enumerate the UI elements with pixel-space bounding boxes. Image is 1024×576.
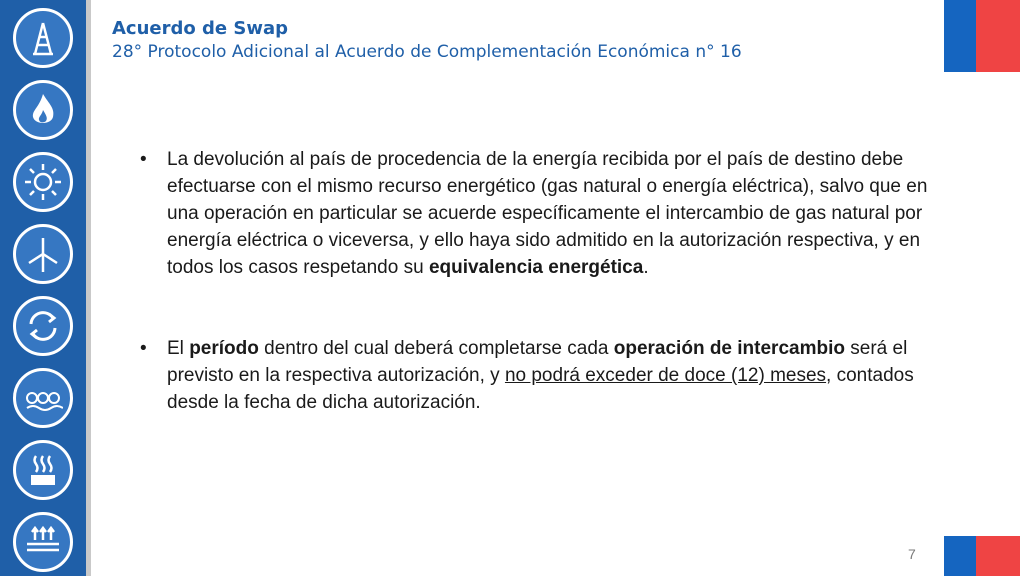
flag-top <box>944 0 976 72</box>
page-number: 7 <box>908 546 916 562</box>
slide-header <box>112 18 924 64</box>
flame-icon <box>13 80 73 140</box>
recycle-icon <box>13 296 73 356</box>
oil-rig-icon <box>13 8 73 68</box>
bullet-marker: • <box>140 149 147 170</box>
wind-turbine-icon <box>13 224 73 284</box>
slide-title: Acuerdo de Swap <box>112 18 289 39</box>
power-line-icon <box>13 512 73 572</box>
slide-body <box>140 146 930 470</box>
bullet-item <box>140 146 930 281</box>
bullet-text: . <box>643 257 649 278</box>
bullet-text: dentro del cual deberá completarse cada <box>258 338 614 359</box>
sun-icon <box>13 152 73 212</box>
bullet-item <box>140 335 930 416</box>
bullet-bold: equivalencia energética <box>428 257 644 278</box>
bullet-underline: no podrá exceder de doce (12) meses <box>504 365 827 386</box>
bullet-text: La devolución al país de procedencia de la energía recibida por el país de destino debe efectuarse con el mismo recurso energético (gas natural o energía eléctrica), salvo que en una operación en particular se acuerde específicamente el intercambio de gas natural por energía eléctrica o viceversa, y ello haya sido admitido en la autorización respectiva, y en todos los casos respetando su <box>167 149 928 278</box>
left-sidebar <box>0 0 86 576</box>
bullet-marker: • <box>140 338 147 359</box>
sidebar-edge <box>86 0 91 576</box>
bullet-text: El <box>167 338 190 359</box>
waves-icon <box>13 368 73 428</box>
slide-subtitle: 28° Protocolo Adicional al Acuerdo de Complementación Económica n° 16 <box>112 42 742 62</box>
heat-icon <box>13 440 73 500</box>
bullet-text: será el previsto en la respectiva autorización, y <box>167 338 908 386</box>
bullet-text: , contados desde la fecha de dicha autorización. <box>167 365 914 413</box>
bullet-bold: operación de intercambio <box>613 338 845 359</box>
flag-bottom <box>944 536 976 576</box>
bullet-bold: período <box>189 338 259 359</box>
